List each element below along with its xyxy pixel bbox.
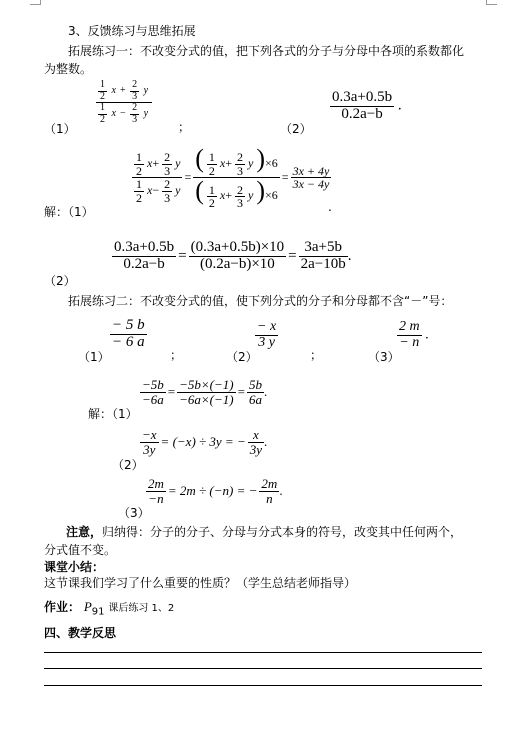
semicolon: ； xyxy=(310,348,323,362)
coef-den: 3 xyxy=(132,113,138,125)
ext2-solution2-label: （2） xyxy=(112,458,144,472)
homework-line xyxy=(44,598,174,617)
ext2-problem2-fraction xyxy=(255,320,278,350)
math-token: 2a−10b xyxy=(300,255,346,272)
reflection-line-3 xyxy=(44,685,482,686)
ext1-label-1: （1） xyxy=(44,122,76,136)
ext2-solution3-equation xyxy=(146,477,283,505)
math-token: y xyxy=(175,183,181,198)
math-token: 3y xyxy=(249,441,263,457)
result-numerator: 3x + 4y xyxy=(292,163,330,178)
math-token: x xyxy=(219,156,226,170)
math-token: + xyxy=(225,188,232,203)
math-token: −5b×(−1) xyxy=(179,377,234,392)
note-text: 归纳得：分子的分子、分母与分式本身的符号，改变其中任何两个， xyxy=(102,525,463,539)
ext1-solution2-equation xyxy=(112,240,352,273)
math-token: 2 xyxy=(136,190,142,205)
math-token: = xyxy=(237,384,245,400)
math-token: y xyxy=(175,156,181,170)
math-token: 2 xyxy=(136,163,142,178)
period: . xyxy=(328,200,332,214)
math-token: . xyxy=(347,247,352,264)
math-token: 3 xyxy=(237,196,243,211)
ext2-intro: 拓展练习二：不改变分式的值，使下列分式的分子和分母都不含“－”号： xyxy=(68,294,453,308)
homework-label: 作业： xyxy=(44,600,81,614)
math-token: y xyxy=(248,188,254,203)
coef-num: 2 xyxy=(132,79,138,90)
reflection-title: 四、教学反思 xyxy=(44,626,117,640)
math-token: 3 xyxy=(237,163,243,178)
math-token: −x xyxy=(142,427,157,442)
math-token: x xyxy=(252,427,259,442)
math-token: x xyxy=(219,188,226,203)
note-line2: 分式值不变。 xyxy=(44,543,117,557)
homework-page-number: 91 xyxy=(91,606,105,618)
var-y: y xyxy=(143,108,149,120)
math-token: 5b xyxy=(248,377,262,392)
ext2-solution1-equation xyxy=(140,378,267,406)
period: . xyxy=(397,97,402,114)
math-token: 3 xyxy=(164,163,171,178)
coef-den: 2 xyxy=(100,90,105,102)
math-token: −6a xyxy=(142,391,164,407)
ext1-intro-line1: 拓展练习一：不改变分式的值，把下列各式的分子与分母中各项的系数都化 xyxy=(68,44,465,58)
math-token: . xyxy=(263,384,268,400)
math-token: 2 xyxy=(164,150,171,165)
coef-den: 2 xyxy=(100,113,105,125)
reflection-line-1 xyxy=(44,652,482,653)
reflection-line-2 xyxy=(44,668,482,669)
fraction-denominator: 0.2a−b xyxy=(341,105,383,122)
ext1-label-2: （2） xyxy=(280,122,312,136)
ext1-problem1-fraction xyxy=(96,80,152,125)
math-token: 2 xyxy=(237,150,243,165)
math-token: −5b xyxy=(142,377,164,392)
ext1-solution2-label: （2） xyxy=(44,274,76,288)
ext1-intro-line2: 为整数。 xyxy=(44,62,93,76)
math-token: 3a+5b xyxy=(304,239,343,255)
fraction-numerator: 0.3a+0.5b xyxy=(332,89,393,105)
result-denominator: 3x − 4y xyxy=(292,177,330,192)
math-token: 2m xyxy=(148,476,164,491)
coef-num: 2 xyxy=(132,102,138,113)
math-token: 1 xyxy=(136,177,142,192)
ext1-solution1-equation: $\frac{1}{2}$ x+ $\frac{2}{3}$ y $\frac{1}{2}$ x− $\frac{2}{3}$ y = ( $\frac{1}{2}$ x+ $\frac{2}{3}$ y )×6 ( $\frac{1}{2}$ x+ $\frac{2}{3}$ y )×6 = $\frac{3x + 4y}{3x - 4y}$ xyxy=(132,146,331,210)
math-token: −n xyxy=(148,490,164,506)
math-token: = xyxy=(281,170,289,185)
math-token: 3 y xyxy=(258,334,275,350)
semicolon: ； xyxy=(170,348,183,362)
math-token: 2m xyxy=(261,476,278,491)
math-token: 0.3a+0.5b xyxy=(114,239,175,255)
math-token: 2 xyxy=(164,177,171,192)
plus-sign: + xyxy=(119,85,126,97)
math-token: 1 xyxy=(208,182,215,197)
math-token: 1 xyxy=(208,150,215,165)
math-token: 2 m xyxy=(399,319,420,334)
math-token: = xyxy=(178,247,187,264)
math-token: (0.2a−b)×10 xyxy=(199,255,275,272)
math-token: x xyxy=(147,183,153,198)
math-token: 0.2a−b xyxy=(123,255,165,272)
ext2-problem1-fraction xyxy=(110,318,147,351)
page-corner-mark-right xyxy=(486,0,497,5)
ext2-label-1: （1） xyxy=(78,350,110,364)
summary-title: 课堂小结： xyxy=(44,560,105,574)
coef-num: 1 xyxy=(100,79,105,90)
summary-question: 这节课我们学习了什么重要的性质？（学生总结老师指导） xyxy=(44,576,357,590)
math-token: 1 xyxy=(136,150,142,165)
math-token: . xyxy=(279,483,283,499)
math-token: − 5 b xyxy=(112,317,145,333)
math-token: 2 xyxy=(208,163,215,178)
homework-page-letter: P xyxy=(83,599,92,614)
math-token: n xyxy=(266,490,273,506)
var-x: x xyxy=(111,108,116,120)
math-token: ×6 xyxy=(265,156,278,170)
math-token: 2 xyxy=(208,196,215,211)
math-token: = xyxy=(184,170,192,185)
math-token: . xyxy=(425,327,429,343)
page-corner-mark-left xyxy=(30,0,41,5)
ext2-solution-label: 解：（1） xyxy=(88,407,138,421)
math-token: = (−x) ÷ 3y = − xyxy=(160,434,246,450)
math-token: − xyxy=(152,183,160,198)
math-token: ×6 xyxy=(265,188,278,203)
math-token: x xyxy=(147,156,153,170)
math-token: = xyxy=(167,384,176,400)
ext2-label-3: （3） xyxy=(368,350,400,364)
math-token: + xyxy=(152,156,160,170)
math-token: − 6 a xyxy=(112,333,145,350)
math-token: y xyxy=(248,156,254,170)
var-x: x xyxy=(111,85,116,97)
ext2-label-2: （2） xyxy=(226,350,258,364)
math-token: −6a×(−1) xyxy=(179,391,234,407)
math-token: 2 xyxy=(237,182,243,197)
ext2-solution2-equation xyxy=(140,428,267,456)
math-token: = xyxy=(288,247,297,264)
math-token: + xyxy=(225,156,232,170)
coef-num: 1 xyxy=(100,102,105,113)
math-token: 6a xyxy=(248,391,262,407)
math-token: = 2m ÷ (−n) = − xyxy=(167,483,258,499)
var-y: y xyxy=(143,85,149,97)
ext1-problem2-fraction xyxy=(330,90,402,123)
note-line1 xyxy=(66,523,462,540)
math-token: . xyxy=(264,434,268,450)
math-token: − x xyxy=(257,319,277,334)
math-token: (0.3a+0.5b)×10 xyxy=(190,239,285,255)
minus-sign: − xyxy=(119,108,126,120)
math-token: 3 xyxy=(164,190,171,205)
math-token: 3y xyxy=(143,441,156,457)
coef-den: 3 xyxy=(132,90,138,102)
ext2-problem3-fraction xyxy=(397,320,429,350)
ext1-solution-label: 解：（1） xyxy=(44,205,94,219)
ext2-solution3-label: （3） xyxy=(118,506,150,520)
semicolon: ； xyxy=(178,120,191,134)
math-token: − n xyxy=(399,334,420,350)
homework-text: 课后练习 1、2 xyxy=(108,603,175,614)
section-title: 3、反馈练习与思维拓展 xyxy=(68,24,196,38)
note-bold-label: 注意， xyxy=(66,525,103,539)
